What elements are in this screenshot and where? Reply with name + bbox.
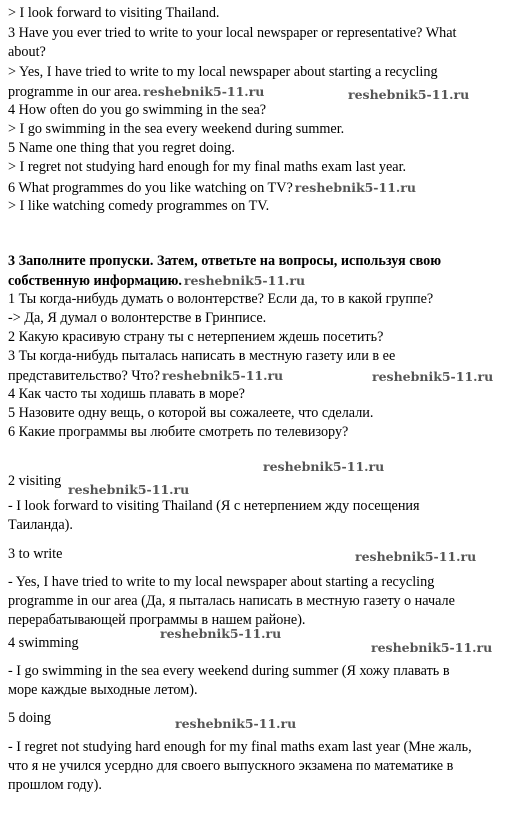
- question-line: 5 Name one thing that you regret doing.: [8, 140, 235, 156]
- section-heading: [8, 271, 305, 291]
- question-line: 3 Have you ever tried to write to your local newspaper or representative? What: [8, 25, 457, 41]
- answer-line: > Yes, I have tried to write to my local newspaper about starting a recycling: [8, 64, 438, 80]
- answer-line: -> Да, Я думал о волонтерстве в Гринписе.: [8, 310, 267, 326]
- watermark: reshebnik5-11.ru: [263, 459, 385, 474]
- watermark: reshebnik5-11.ru: [68, 482, 190, 497]
- answer-line: > I like watching comedy programmes on TV.: [8, 198, 270, 214]
- answer-line: [8, 82, 264, 102]
- answer-line: > I look forward to visiting Thailand.: [8, 5, 220, 21]
- question-line: 2 Какую красивую страну ты с нетерпением ждешь посетить?: [8, 329, 384, 345]
- question-line: 3 Ты когда-нибудь пыталась написать в местную газету или в ее: [8, 348, 396, 364]
- question-text: представительство? Что?: [8, 368, 160, 384]
- watermark: reshebnik5-11.ru: [160, 626, 282, 641]
- question-line: 4 Как часто ты ходишь плавать в море?: [8, 386, 245, 402]
- watermark: reshebnik5-11.ru: [143, 84, 265, 99]
- question-line: [8, 178, 416, 198]
- question-text: 6 What programmes do you like watching on TV?: [8, 180, 293, 196]
- answer-line: > I regret not studying hard enough for my final maths exam last year.: [8, 159, 407, 175]
- watermark: reshebnik5-11.ru: [161, 368, 284, 383]
- watermark: reshebnik5-11.ru: [183, 273, 306, 288]
- watermark: reshebnik5-11.ru: [175, 716, 297, 731]
- question-line: 1 Ты когда-нибудь думать о волонтерстве? Если да, то в какой группе?: [8, 291, 434, 307]
- answer-line: - I go swimming in the sea every weekend during summer (Я хожу плавать в: [8, 663, 450, 679]
- answer-line: перерабатывающей программы в нашем районе).: [8, 612, 306, 628]
- watermark: reshebnik5-11.ru: [355, 549, 477, 564]
- answer-line: > I go swimming in the sea every weekend during summer.: [8, 121, 345, 137]
- answer-label: 5 doing: [8, 710, 51, 726]
- question-line: [8, 366, 283, 386]
- answer-label: 2 visiting: [8, 473, 62, 489]
- answer-line: что я не учился усердно для своего выпускного экзамена по математике в: [8, 758, 454, 774]
- answer-text: programme in our area.: [8, 84, 142, 100]
- watermark: reshebnik5-11.ru: [372, 369, 494, 384]
- answer-line: - Yes, I have tried to write to my local newspaper about starting a recycling: [8, 574, 435, 590]
- answer-line: море каждые выходные летом).: [8, 682, 198, 698]
- section-heading-text: собственную информацию.: [8, 273, 182, 289]
- question-line: 6 Какие программы вы любите смотреть по телевизору?: [8, 424, 349, 440]
- watermark: reshebnik5-11.ru: [294, 180, 416, 195]
- answer-line: Таиланда).: [8, 517, 73, 533]
- answer-label: 3 to write: [8, 546, 63, 562]
- watermark: reshebnik5-11.ru: [348, 87, 470, 102]
- question-line: about?: [8, 44, 46, 60]
- answer-line: - I look forward to visiting Thailand (Я с нетерпением жду посещения: [8, 498, 420, 514]
- question-line: 4 How often do you go swimming in the sea?: [8, 102, 267, 118]
- question-line: 5 Назовите одну вещь, о которой вы сожалеете, что сделали.: [8, 405, 374, 421]
- watermark: reshebnik5-11.ru: [371, 640, 493, 655]
- answer-line: прошлом году).: [8, 777, 102, 793]
- answer-label: 4 swimming: [8, 635, 79, 651]
- section-heading: 3 Заполните пропуски. Затем, ответьте на вопросы, используя свою: [8, 253, 442, 269]
- answer-line: - I regret not studying hard enough for my final maths exam last year (Мне жаль,: [8, 739, 472, 755]
- answer-line: programme in our area (Да, я пыталась написать в местную газету о начале: [8, 593, 455, 609]
